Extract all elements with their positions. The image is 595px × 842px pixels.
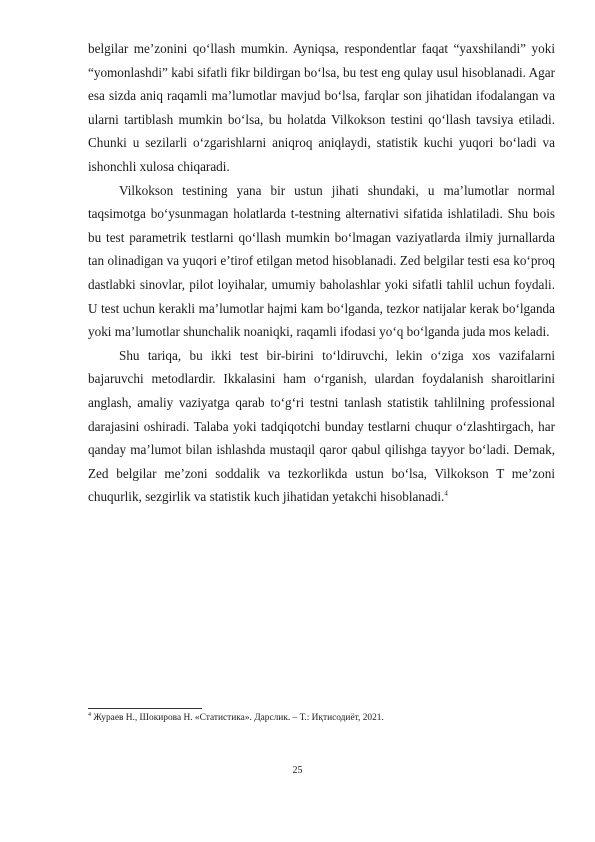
footnote-marker: 4 xyxy=(88,711,91,718)
page-number: 25 xyxy=(292,765,303,776)
paragraph-1: belgilar me’zonini qo‘llash mumkin. Ayniqsa, respondentlar faqat “yaxshilandi” yoki “yomonlashdi” kabi sifatli fikr bildirgan bo‘lsa, bu test eng qulay usul hisoblanadi. Agar esa sizda aniq raqamli ma’lumotlar mavjud bo‘lsa, farqlar son jihatidan ifodalangan va ularni tartiblash mumkin bo‘lsa, bu holatda Vilkokson testini qo‘llash tavsiya etiladi. Chunki u sezilarli o‘zgarishlarni aniqroq aniqlaydi, statistik kuchi yuqori bo‘ladi va ishonchli xulosa chiqaradi. xyxy=(88,41,555,174)
paragraph-3 xyxy=(88,344,555,509)
paragraph-3-text: Shu tariqa, bu ikki test bir-birini to‘ldiruvchi, lekin o‘ziga xos vazifalarni bajaruvchi metodlardir. Ikkalasini ham o‘rganish, ulardan foydalanish sharoitlarini anglash, amaliy vaziyatga qarab to‘g‘ri testni tanlash statistik tahlilning professional darajasini oshiradi. Talaba yoki tadqiqotchi bunday testlarni chuqur o‘zlashtirgach, har qanday ma’lumot bilan ishlashda mustaqil qaror qabul qilishga tayyor bo‘ladi. Demak, Zed belgilar me’zoni soddalik va tezkorlikda ustun bo‘lsa, Vilkokson T me’zoni chuqurlik, sezgirlik va statistik kuch jihatidan yetakchi hisoblanadi. xyxy=(88,347,555,505)
footnote-reference[interactable]: 4 xyxy=(444,489,448,498)
body-text xyxy=(88,37,555,509)
paragraph-2: Vilkokson testining yana bir ustun jihati shundaki, u ma’lumotlar normal taqsimotga bo‘ysunmagan holatlarda t-testning alternativi sifatida ishlatiladi. Shu bois bu test parametrik testlarni qo‘llash mumkin bo‘lmagan vaziyatlarda ilmiy jurnallarda tan olinadigan va yuqori e’tirof etilgan metod hisoblanadi. Zed belgilar testi esa ko‘proq dastlabki sinovlar, pilot loyihalar, umumiy baholashlar yoki sifatli tahlil uchun foydali. U test uchun kerakli ma’lumotlar hajmi kam bo‘lganda, tezkor natijalar kerak bo‘lganda yoki ma’lumotlar shunchalik noaniqki, raqamli ifodasi yo‘q bo‘lganda juda mos keladi. xyxy=(88,182,555,340)
footnote-text: Жураев Н., Шокирова Н. «Статистика». Дарслик. – Т.: Иқтисодиёт, 2021. xyxy=(91,713,384,723)
footnote-separator xyxy=(88,708,202,709)
footnote xyxy=(88,712,555,724)
